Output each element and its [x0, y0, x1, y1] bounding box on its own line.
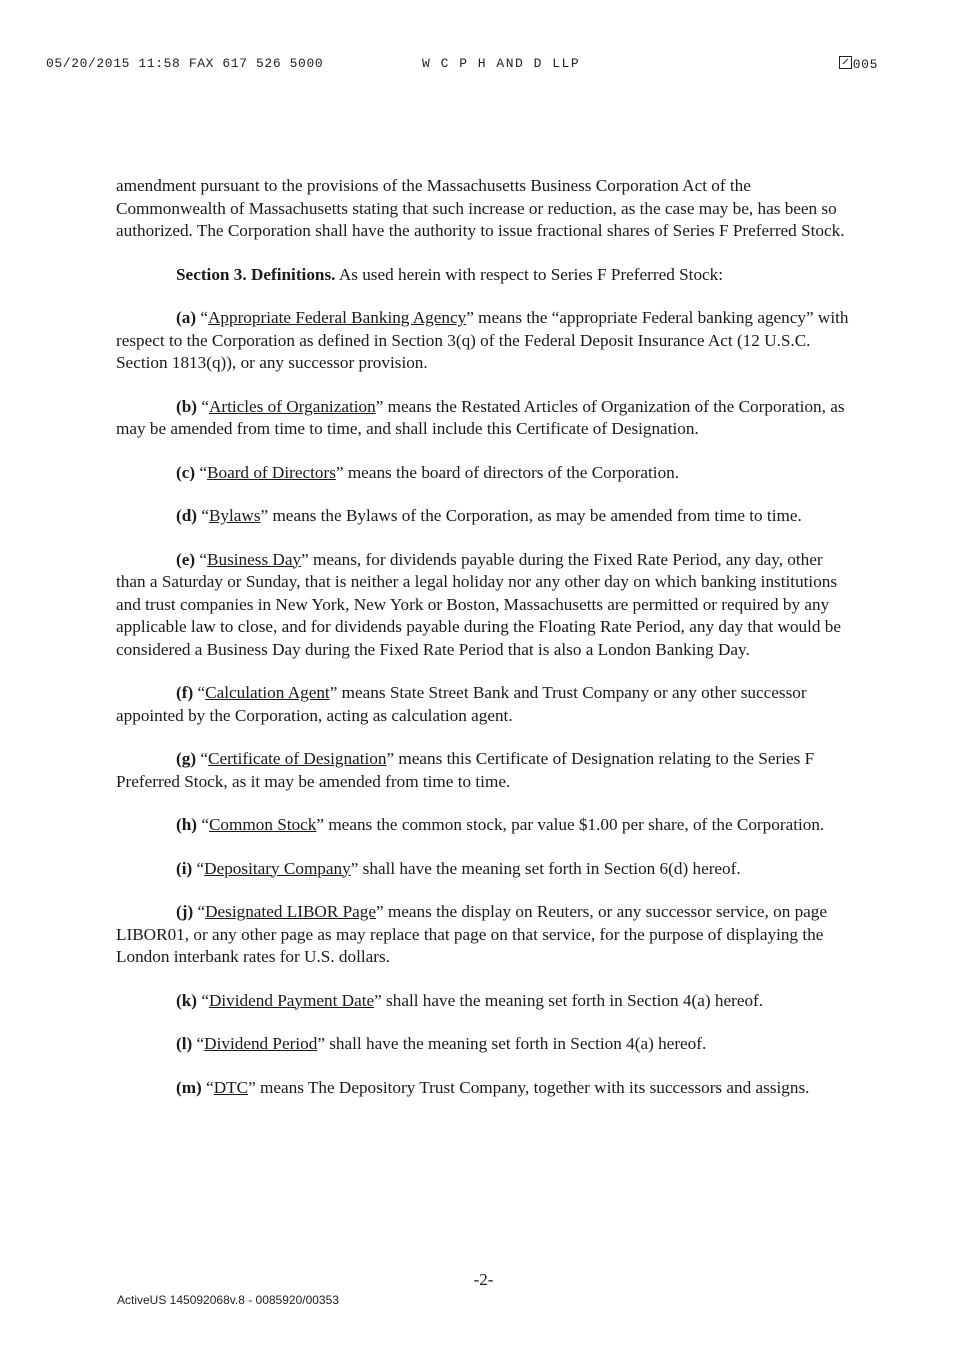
- defined-term: Depositary Company: [204, 858, 351, 878]
- open-quote: “: [195, 549, 208, 569]
- defined-term: Board of Directors: [207, 462, 336, 482]
- open-quote: “: [195, 462, 208, 482]
- definition-label: (f): [176, 683, 194, 702]
- fax-header: [46, 56, 878, 76]
- definition-text: ” means the common stock, par value $1.00 per share, of the Corporation.: [316, 815, 825, 834]
- open-quote: “: [193, 683, 206, 702]
- definition-text: ” shall have the meaning set forth in Section 6(d) hereof.: [350, 858, 741, 878]
- definition-k: [116, 990, 856, 1013]
- document-body: [116, 175, 856, 1120]
- definition-d: [116, 505, 856, 528]
- defined-term: Common Stock: [208, 815, 317, 834]
- section-3-heading: [116, 264, 856, 287]
- intro-paragraph: amendment pursuant to the provisions of the Massachusetts Business Corporation Act of the Commonwealth of Massachusetts stating that such increase or reduction, as the case may be, has been so authorized. The Corporation shall have the authority to issue fractional shares of Series F Preferred Stock.: [116, 176, 845, 240]
- definition-text: ” means this Certificate of Designation relating to the Series F Preferred Stock, as it may be amended from time to time.: [116, 749, 815, 791]
- definition-text: ” means The Depository Trust Company, together with its successors and assigns.: [248, 1077, 810, 1097]
- definition-h: [116, 814, 856, 837]
- page-number: -2-: [473, 1270, 494, 1289]
- definition-label: (j): [176, 902, 194, 921]
- open-quote: “: [192, 858, 205, 878]
- defined-term: Certificate of Designation: [207, 749, 387, 768]
- defined-term: Calculation Agent: [205, 683, 330, 702]
- definition-text: ” means the “appropriate Federal banking agency” with respect to the Corporation as defined in Section 3(q) of the Federal Deposit Insurance Act (12 U.S.C. Section 1813(q)), or any successor provision.: [116, 308, 849, 372]
- definition-label: (m): [176, 1077, 202, 1097]
- open-quote: “: [201, 1077, 214, 1097]
- definition-text: ” shall have the meaning set forth in Section 4(a) hereof.: [374, 990, 764, 1010]
- definition-a: [116, 307, 856, 375]
- defined-term: Bylaws: [208, 506, 261, 525]
- document-id: ActiveUS 145092068v.8 - 0085920/00353: [117, 1293, 339, 1307]
- defined-term: Business Day: [207, 549, 302, 569]
- definition-text: ” means the Bylaws of the Corporation, as may be amended from time to time.: [260, 506, 802, 525]
- definition-label: (l): [176, 1034, 193, 1053]
- defined-term: Appropriate Federal Banking Agency: [207, 308, 467, 327]
- open-quote: “: [196, 749, 208, 768]
- open-quote: “: [192, 1034, 205, 1053]
- section-heading-lead: As used herein with respect to Series F Preferred Stock:: [335, 264, 724, 284]
- definition-text: ” means State Street Bank and Trust Company or any other successor appointed by the Corporation, acting as calculation agent.: [116, 683, 807, 725]
- definition-i: [116, 858, 856, 881]
- definition-text: ” means, for dividends payable during the Fixed Rate Period, any day, other than a Saturday or Sunday, that is neither a legal holiday nor any other day on which banking institutions and trust companies in New York, New York or Boston, Massachusetts are permitted or required by any applicable law to close, and for dividends payable during the Floating Rate Period, any day that would be considered a Business Day during the Fixed Rate Period that is also a London Banking Day.: [116, 549, 842, 659]
- fax-page-marker: [839, 56, 878, 72]
- definition-m: [116, 1077, 856, 1100]
- defined-term: Articles of Organization: [208, 396, 376, 416]
- definition-g: [116, 748, 856, 793]
- open-quote: “: [193, 902, 206, 921]
- definition-label: (d): [176, 506, 198, 525]
- definition-label: (g): [176, 749, 197, 768]
- definition-label: (h): [176, 815, 198, 834]
- definition-label: (b): [176, 396, 198, 416]
- fax-sender: W C P H AND D LLP: [422, 56, 581, 71]
- definition-j: [116, 901, 856, 969]
- open-quote: “: [196, 308, 208, 327]
- open-quote: “: [197, 815, 209, 834]
- open-quote: “: [197, 990, 209, 1010]
- fax-page-icon: [839, 56, 852, 69]
- definition-b: [116, 396, 856, 441]
- definition-text: ” shall have the meaning set forth in Section 4(a) hereof.: [317, 1034, 707, 1053]
- section-heading-label: Section 3. Definitions.: [176, 264, 336, 284]
- definition-text: ” means the display on Reuters, or any successor service, on page LIBOR01, or any other page as may replace that page on that service, for the purpose of displaying the London interbank rates for U.S. dollars.: [116, 902, 828, 966]
- definition-text: ” means the board of directors of the Corporation.: [335, 462, 680, 482]
- open-quote: “: [197, 506, 209, 525]
- defined-term: Dividend Payment Date: [208, 990, 375, 1010]
- defined-term: Dividend Period: [204, 1034, 318, 1053]
- definition-label: (a): [176, 308, 197, 327]
- definition-label: (e): [176, 549, 196, 569]
- definition-label: (k): [176, 990, 198, 1010]
- definition-e: [116, 549, 856, 662]
- definition-label: (i): [176, 858, 193, 878]
- definition-label: (c): [176, 462, 196, 482]
- definition-c: [116, 462, 856, 485]
- definition-l: [116, 1033, 856, 1056]
- fax-date-time: 05/20/2015 11:58 FAX 617 526 5000: [46, 56, 324, 71]
- fax-page-code: 005: [852, 57, 878, 72]
- definition-f: [116, 682, 856, 727]
- open-quote: “: [197, 396, 209, 416]
- defined-term: DTC: [213, 1077, 249, 1097]
- definition-text: ” means the Restated Articles of Organization of the Corporation, as may be amended from time to time, and shall include this Certificate of Designation.: [116, 396, 845, 438]
- defined-term: Designated LIBOR Page: [205, 902, 376, 921]
